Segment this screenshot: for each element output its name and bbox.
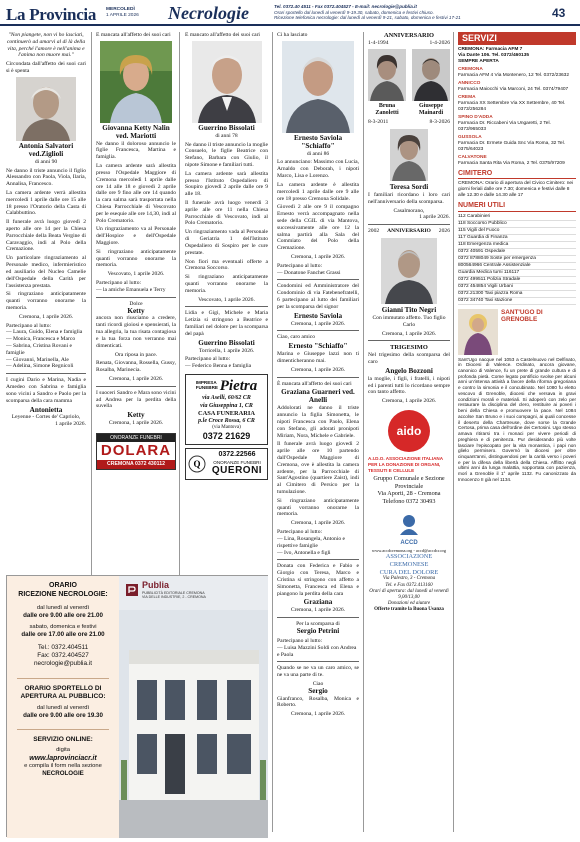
deceased-name: Sergio Petrini	[296, 626, 340, 635]
saint-of-day	[458, 309, 576, 355]
paragraph: La camera ardente sarà allestita presso l'Istituto Ospedaliero di Soupiro giovedì 2 aprile dalle ore 9 alle 18.	[185, 170, 268, 198]
section-title: Necrologie	[168, 3, 249, 23]
portrait-photo	[16, 77, 76, 141]
portrait-image	[282, 41, 354, 133]
pharmacy-item	[458, 155, 576, 167]
dolara-ad	[96, 433, 176, 470]
date: 1 aprile 2026.	[419, 214, 450, 221]
pharmacy-on-duty-name: CREMONA: Farmacia AFM 7	[458, 46, 523, 52]
queroni-ad-name: QUERONI	[211, 465, 263, 477]
publia-banner	[6, 575, 268, 837]
deceased-name: Bruna Zanoletti	[375, 102, 399, 116]
useful-number: 118 Emergenza medica	[458, 242, 576, 249]
header-info	[274, 4, 534, 21]
trigesimo-heading: TRIGESIMO	[390, 344, 428, 352]
accd-hours: Orari di apertura: dal lunedì al venerdì 9,00/13,00	[369, 588, 449, 600]
pharmacy-on-duty-address: Via Dante 106. Tel. 0372/460135	[458, 52, 530, 58]
pharmacy-details: Farmacia Santa Rita Via Roma, 2 Tel. 0375/97209	[458, 160, 565, 166]
deceased-name: Ketty	[127, 411, 145, 420]
deceased-name: Ketty	[127, 306, 145, 315]
publia-online-text: digita	[56, 747, 70, 754]
deceased-name: Antonia Salvatori ved.Ziglioli	[18, 141, 74, 158]
anniversary-dates	[368, 40, 450, 47]
paragraph: I cugini Dario e Marina, Nadia e Amedeo con Sabrina e famiglia sono vicini a Sandro e Paolo per la scomparsa della cara mamma	[6, 377, 86, 404]
divider	[185, 306, 268, 307]
paragraph: I suoceri Sandro e Mara sono vicini ad Andrea per la perdita della suvella	[96, 389, 176, 410]
accd-offer: Offerte tramite la Buona Usanza	[374, 606, 444, 612]
paragraph: Il funerale avrà luogo giovedì 2 aperto alle ore 14 per la Chiesa Parrocchiale della Beata Vergine di Caravaggio, indi al Polo della Cremazione.	[6, 219, 86, 253]
paragraph: Lidia e Gigi, Michele e Maria Letizia si stringono a Beatrice e familiari nel dolore per la scomparsa del papà	[185, 310, 268, 337]
pharmacy-town: CREMA	[458, 94, 476, 100]
anniversary-photos	[368, 49, 450, 101]
useful-numbers-heading: NUMERI UTILI	[458, 202, 576, 212]
paragraph: la moglie, i figli, i fratelli, i nipoti ed i parenti tutti lo ricordano sempre con tanto affetto.	[368, 375, 450, 396]
header-info-line1: Tel. 0372.40 4511 - Fax 0372.404527 - E-mail: necrologie@publia.it	[274, 4, 417, 9]
pharmacy-item	[458, 95, 576, 113]
column-3	[185, 32, 268, 547]
paragraph: Con immutato affetto. Tuo figlio Carlo	[372, 314, 446, 328]
saint-text: Sant'Ugo nacque nel 1053 a Castelnuovo nel Delfinato, in Diocesi di Valence. Ordinato, ancora giovane, canonico di Valence, fu un prete di grande cultura e di profonda pietà. Come legato pontificio svolse per alcuni anni un'intensa attività a favore della riforma gregoriana e contro la simonia e il concubinato. Nel 1080 fu eletto vescovo di Grenoble, diocesi che versava in gravi condizioni morali e materiali. Si adoperò con zelo per restaurare la disciplina del clero, restituire ai poveri i beni della Chiesa e promuovere la pace. Nel 1084 accolse San Bruno e i suoi compagni, ai quali concesse il deserto della Chartreuse, dove sorse la Grande Certosa, prima casa dell'ordine dei Certosini. Ugo stesso amava ritirarsi tra i monaci per vivere periodi di preghiera e di penitenza. Pur desiderando più volte lasciare l'episcopato per la vita monastica, i papi non glielo permisero. Governò la diocesi per oltre cinquant'anni, distinguendosi per la carità verso i poveri e per la difesa della libertà della Chiesa. Afflitto negli ultimi anni da lunga malattia, sopportata con pazienza, morì a Grenoble il 1° aprile 1132. Fu canonizzato da Innocenzo II già nel 1134.	[458, 356, 576, 482]
useful-number: 118 Soccorso Pubblico	[458, 221, 576, 228]
anniversary-date-left: 2002	[368, 228, 380, 235]
divider	[277, 559, 359, 560]
portrait-image	[16, 77, 76, 141]
accd-donate: Donazioni ed aiutare	[387, 600, 431, 606]
useful-number: 117 Guardia di Finanza	[458, 235, 576, 242]
header-day: MERCOLEDÌ	[106, 7, 135, 12]
signatures: Gianfranco, Rosalba, Monica e Roberto.	[277, 695, 359, 709]
paragraph: Nel trigesimo della scomparsa del caro	[368, 352, 450, 366]
deceased-name: Ernesto Saviola "Schiaffo"	[293, 133, 343, 150]
accd-ad	[368, 511, 450, 613]
publia-weekend-hours: dalle ore 17.00 alle ore 21.00	[21, 630, 105, 638]
portrait-photo	[100, 41, 172, 123]
anniversary-date-left: 1-4-1994	[368, 39, 389, 46]
anniversary-dates	[368, 119, 450, 126]
deceased-age: di anni 86	[306, 150, 330, 157]
place: Casalmorano,	[393, 207, 425, 214]
publia-online-url[interactable]: www.laprovinciacr.it	[29, 754, 97, 762]
place-date: Cremona, 1 aprile 2026.	[290, 320, 346, 327]
pharmacy-details: Farmacia AFM 4 Via Montenero, 12 Tel. 0372/23632	[458, 72, 570, 78]
pharmacy-town: GUSSOLA	[458, 134, 482, 140]
svg-text:Q: Q	[193, 459, 201, 470]
participants-list: Partecipano al lutto: — la amiche Emanuela e Terry	[96, 280, 166, 293]
portrait-photo	[192, 41, 262, 123]
paragraph: Marina e Giuseppe lazzi non ti dimenticheranno mai.	[277, 351, 359, 364]
poem-word: Dolce	[129, 300, 143, 307]
useful-number: 0372.21300 Taxi piazza Roma	[458, 291, 576, 298]
useful-number: 0372 499511 Polizia Stradale	[458, 277, 576, 284]
portrait-photo	[412, 49, 450, 101]
participants-list: Partecipano al lutto: — Lina, Rosangela, Antonio e rispettive famiglie — Ivo, Antonella e figli	[277, 529, 346, 556]
portrait-photo	[368, 49, 406, 101]
saint-image	[458, 309, 498, 355]
paragraph: Il funerale avrà luogo giovedì 2 aprile alle ore 10 partendo dall'Ospedale Maggiore di Cremona, ove è allestita la camera ardente, per la Parrocchiale di Sant'Agostino (quartiere Zaist), indi al Cimitero di Persico per la tumulazione.	[277, 441, 359, 496]
deceased-name: Giovanna Ketty Nalin ved. Mariotti	[102, 123, 170, 140]
place-date: Cremona, 1 aprile 2026.	[290, 711, 346, 718]
place-date: Cremona, 1 aprile 2026.	[290, 520, 346, 527]
column-6-services	[458, 32, 576, 837]
place-date: Cremona, 1 aprile 2026.	[108, 420, 164, 427]
header-info-line2: Orari sportello dal lunedì al venerdì 9-19.30, sabato, domenica e festivi chiuso.	[274, 9, 434, 15]
publia-online-form: e compila il form nella sezione	[24, 763, 102, 770]
paragraph: Un particolare ringraziamento al Personale medico, infermieristico ed ausiliario del Nucleo Camelie dell'Ospedale della Carità per l'assistenza prestata.	[6, 255, 86, 289]
page-number: 43	[552, 6, 566, 20]
useful-number: 0372 8788049 Soste per emergenza	[458, 256, 576, 263]
queroni-ad	[185, 448, 268, 480]
paragraph: Ora riposa in pace.	[114, 351, 158, 358]
paragraph: Un ringraziamento va al Personale dell'Hospice e dell'Ospedale Maggiore.	[96, 226, 176, 247]
place: Leyenne - Cortes de' Capriolo,	[11, 414, 81, 421]
publia-email[interactable]: necrologie@publia.it	[33, 659, 92, 667]
paragraph: Ciao	[312, 680, 324, 687]
portrait-image	[368, 49, 406, 101]
column-5	[368, 32, 450, 837]
publia-fax: Fax: 0372.404527	[37, 652, 89, 660]
anniversary-dates	[368, 228, 450, 235]
paragraph: Ne danno il triste annuncio la moglie Consuelo, le figlie Beatrice con Stefano, Barbara con Giulio, il nipote Simone e familiari tutti.	[185, 141, 268, 168]
portrait-image	[412, 49, 450, 101]
pharmacy-details: Farmacia Dr. Ermete Guida Snc Via Roma, 32 Tel. 0375/64023	[458, 140, 565, 152]
paragraph: Ciao, caro amico	[277, 334, 316, 341]
portrait-image	[100, 41, 172, 123]
obituary-poem: "Non piangete, non vi ho lasciati, continuerò ad amarvi al di là della vita, perché l'amore è nell'anima e l'anima non muore mai."	[6, 32, 86, 59]
useful-number: 0372 454854 Vigili Urbani	[458, 284, 576, 291]
portrait-photo	[390, 129, 428, 181]
participants-list: — Laura, Guido, Elena e famiglia — Monica, Francesca e Marco — Sabrina, Cristina Rovani e famiglie — Giovanni, Marinella, Ale — Adelina, Simone Regnicoli	[6, 329, 83, 370]
publia-online-heading: SERVIZIO ONLINE:	[33, 736, 93, 744]
place-date: Cremona, 1 aprile 2026.	[108, 375, 164, 382]
pharmacy-town: SPINO D'ADDA	[458, 114, 493, 120]
divider	[277, 661, 359, 662]
newspaper-logo: La Provincia	[6, 5, 97, 24]
accd-url[interactable]: www.accdcremona.org - accd@accdcr.org	[371, 547, 447, 553]
publia-weekend: sabato, domenica e festivi	[29, 623, 97, 630]
accd-phone: Tel. e Fax 0372.413160	[385, 582, 433, 588]
deceased-name: Guerrino Bissolati	[198, 338, 255, 347]
anniversary-date-right: 1-4-2026	[429, 39, 450, 46]
paragraph: I familiari ricordano i loro cari nell'anniversario della scomparsa.	[368, 191, 450, 205]
portrait-image	[192, 41, 262, 123]
publia-heading: ORARIO	[49, 582, 77, 589]
anniversary-names	[368, 103, 450, 118]
useful-number: 112 Carabinieri	[458, 214, 576, 221]
deceased-name: Antonietta	[29, 405, 63, 414]
anniversary-date-left: 8-3-2011	[368, 119, 389, 126]
place-date: Cremona, 1 aprile 2026.	[381, 330, 437, 337]
useful-numbers-list	[458, 214, 576, 305]
useful-number: 0372 40591 Ospedale	[458, 249, 576, 256]
useful-number: 800564966 Centrale Assistenziale	[458, 263, 576, 270]
obituary-intro: È mancato all'affetto dei suoi cari	[185, 32, 260, 38]
paragraph: Giovedì 2 alle ore 9 il compagno Ernesto verrà accompagnato nella sede della CGIL di via Mantova, successivamente alle ore 12 la salma partirà alla Sala del Commiato del Polo della Cremazione.	[277, 204, 359, 252]
pharmacy-item	[458, 115, 576, 133]
divider	[368, 224, 450, 225]
aido-ad	[368, 409, 450, 505]
anniversary-heading: ANNIVERSARIO	[383, 32, 435, 39]
pharmacy-town: ANNICCO	[458, 80, 481, 86]
deceased-name: Giuseppe Mainardi	[418, 102, 444, 116]
paragraph: Si ringraziano anticipatamente quanti vorranno onorarne la memoria.	[96, 248, 176, 269]
deceased-name: Graziana Guarneri ved. Anelli	[281, 388, 355, 405]
dolara-ad-name: DOLARA	[100, 442, 172, 460]
pharmacy-item	[458, 81, 576, 93]
publia-weekday-hours: dalle ore 9.00 alle ore 21.00	[23, 612, 103, 620]
divider	[277, 377, 359, 378]
portrait-image	[390, 129, 428, 181]
column-divider	[363, 32, 364, 832]
accd-title2: CURA DEL DOLORE	[379, 568, 439, 576]
divider	[17, 729, 109, 730]
publia-brand-sub: PUBBLICITÀ EDITORIALE CREMONA	[142, 590, 205, 595]
paragraph: La camera ardente verrà allestita mercoledì 1 aprile dalle ore 15 alle 18 presso l'Oratorio della Casta di Calabbuttino.	[6, 189, 86, 217]
pietra-ad-label: IMPRESA FUNEBRE	[195, 380, 218, 391]
deceased-name: Sergio	[308, 686, 328, 695]
dolara-ad-title: ONORANZE FUNEBRI	[97, 434, 175, 442]
divider	[277, 617, 359, 618]
divider	[277, 279, 359, 280]
paragraph: Quando se ne va un caro amico, se ne va una parte di te.	[277, 665, 359, 679]
pharmacy-details: Farmacia XX Settembre Via XX Settembre, 40 Tel. 0373/256284	[458, 100, 566, 112]
deceased-name: Guerrino Bissolati	[198, 123, 255, 132]
column-4	[277, 32, 359, 837]
publia-building-photo	[119, 576, 268, 838]
deceased-name: Ernesto "Schiaffo"	[288, 342, 348, 351]
divider	[96, 297, 176, 298]
divider	[6, 373, 86, 374]
useful-number: Guardia Medica turni 116117	[458, 270, 576, 277]
publia-brand-addr: VIA DELLE INDUSTRIE, 2 - CREMONA	[142, 595, 206, 600]
publia-heading2: RICEZIONE NECROLOGIE:	[18, 590, 108, 598]
publia-brand-name: Publia	[142, 580, 170, 590]
anniversary-heading: ANNIVERSARIO	[387, 228, 431, 235]
paragraph: La camera ardente sarà allestita presso l'Ospedale Maggiore di Cremona mercoledì 1 aprile dalle ore 14 alle 18 e giovedì 2 aprile dalle ore 9 fino alle ore 14 quando la cara salma sarà trasportata nella Chiesa Parrocchiale di Vescovato per le esequie alle ore 14,30, indi al Polo Crematorio.	[96, 163, 176, 224]
divider	[277, 330, 359, 331]
place-date: Vescovato, 1 aprile 2026.	[107, 271, 165, 278]
paragraph: Ne danno il triste annuncio il figlio Alessandro con Paola, Viola, Ilaria, Annalisa, Francesco.	[6, 167, 86, 188]
portrait-photo	[282, 41, 354, 133]
pharmacy-details: Farmacia Dr. Riccabeni Via Ungaretti, 2 Tel. 0373/965033	[458, 120, 551, 132]
pharmacy-on-duty-status: SEMPRE APERTA	[458, 58, 499, 64]
header-date	[106, 7, 139, 18]
paragraph: ancora non riusciamo a credere, tanti ricordi gioiosi e spensierati, la tua allegria, la tua risata contagiosa e la tua forza non verranno mai dimenticati.	[96, 315, 176, 349]
column-divider	[453, 32, 454, 832]
paragraph: Lo annunciano: Massimo con Lucia, Arnaldo con Deborah, i nipoti Marco, Lisa e Lorenzo.	[277, 159, 359, 180]
dolara-ad-phone: CREMONA 0372 430112	[97, 460, 175, 468]
place-date: Cremona, 1 aprile 2026.	[290, 366, 346, 373]
anniversary-date-right: 2026	[438, 228, 450, 235]
queroni-logo-icon	[188, 455, 206, 473]
paragraph: Donata con Federica e Fabio e Giorgio con Teresa, Marco e Cristina si stringono con affetto a Simonetta, Francesca ed Elena e piangono la perdita della cara	[277, 563, 359, 597]
divider	[17, 678, 109, 679]
publia-desk-heading: ORARIO SPORTELLO DI APERTURA AL PUBBLICO:	[20, 684, 106, 700]
pietra-ad-address2: via Giuseppina 1, CR	[200, 402, 253, 409]
place-date: Torricella, 1 aprile 2026.	[198, 347, 255, 354]
participants-list: Partecipano al lutto: — Donatone Fanchet Grassi	[277, 262, 341, 276]
accd-logo-text: ACCD	[400, 540, 418, 547]
pietra-ad-house: CASA FUNERARIA	[198, 409, 255, 417]
date: 1 aprile 2026.	[55, 421, 86, 428]
useful-number: 0372 34740 Taxi stazione	[458, 298, 576, 305]
aido-phone: Telefono 0372 30493	[382, 497, 436, 505]
publia-logo-icon	[125, 583, 139, 597]
aido-logo-text: aido	[396, 423, 422, 438]
signatures: Renata, Giovanna, Rossella, Gussy, Rosalba, Marinecia.	[96, 360, 176, 374]
paragraph: Addolorati ne danno il triste annuncio la figlia Simonetta, le nipoti Francesca con Paolo, Elena con Stefano, gli adorati pronipoti Miriam, Nora, Michele e Gabriele.	[277, 405, 359, 439]
place-date: Vescovato, 1 aprile 2026.	[198, 296, 255, 303]
paragraph: Non fiori ma eventuali offerte a Cremona Soccorso.	[185, 258, 268, 272]
publia-info-panel	[7, 576, 119, 838]
place-date: Cremona, 1 aprile 2026.	[290, 254, 346, 261]
deceased-age: di anni 78	[215, 132, 238, 139]
deceased-name: Angelo Bozzoni	[385, 366, 433, 375]
accd-title1: ASSOCIAZIONE CREMONESE	[385, 552, 433, 568]
useful-number: 115 Vigili del Fuoco	[458, 228, 576, 235]
column-1	[6, 32, 86, 540]
pharmacy-on-duty	[458, 47, 576, 65]
place-date: Cremona, 1 aprile 2026.	[381, 398, 437, 405]
portrait-photo	[381, 238, 437, 304]
pietra-ad-house-address: p.le Croce Rossa, 6 CR	[198, 417, 255, 424]
portrait-image	[381, 238, 437, 304]
pietra-ad-phone: 0372 21629	[202, 431, 251, 442]
divider	[96, 386, 176, 387]
obituary-intro: Ci ha lasciato	[277, 32, 308, 38]
deceased-name: Graziana	[303, 598, 333, 607]
divider	[368, 340, 450, 341]
participants-list: Partecipano al lutto: — Luisa Mazzini Soldi con Andrea e Paola	[277, 637, 357, 658]
paragraph: Si ringraziano anticipatamente quanti vorranno onorarne la memoria.	[6, 291, 86, 311]
publia-weekday: dal lunedì al venerdì	[36, 605, 90, 612]
pharmacy-item	[458, 135, 576, 153]
queroni-ad-label: ONORANZE FUNEBRI	[213, 459, 261, 465]
building-illustration	[119, 610, 268, 838]
column-2	[96, 32, 176, 570]
obituary-intro: È mancata all'affetto dei suoi cari	[277, 380, 352, 387]
paragraph: Si ringraziano anticipatamente quanti vorranno onorarne la memoria.	[277, 497, 359, 518]
deceased-name: Gianni Tito Negri	[381, 306, 437, 315]
pietra-ad-address: via Aselli, 60/62 CR	[202, 395, 251, 402]
pharmacy-details: Farmacia Maiocchi Via Marconi, 24 Tel. 0374/79407	[458, 86, 569, 92]
paragraph: La camera ardente è allestita mercoledì 1 aprile dalle ore 9 alle ore 18 presso Cremona Solidale.	[277, 181, 359, 202]
saint-title: SANT'UGO DI GRENOBLE	[501, 308, 543, 324]
saint-illustration	[458, 309, 498, 355]
aido-group: Gruppo Comunale e Sezione Provinciale	[373, 475, 445, 490]
pharmacy-list	[458, 67, 576, 167]
pharmacy-town: CALVATONE	[458, 154, 487, 160]
header-date-text: 1 APRILE 2026	[106, 12, 139, 18]
publia-desk-days: dal lunedì al venerdì	[36, 704, 90, 711]
anniversary-date-right: 8-3-2026	[429, 119, 450, 126]
paragraph: Si ringraziano anticipatamente quanti vorranno onorarne la memoria.	[185, 274, 268, 294]
accd-logo-icon	[396, 511, 422, 537]
services-title: SERVIZI	[458, 32, 576, 45]
pharmacy-town: CREMONA	[458, 66, 483, 72]
publia-desk-hours: dalle ore 9.00 alle ore 19.30	[23, 711, 103, 719]
deceased-name: Ernesto Saviola	[293, 311, 343, 320]
pietra-ad-name: Pietra	[219, 378, 258, 395]
paragraph: Condomini ed Amministratore del Condominio di via Fatebenefratelli, 6 partecipano al lutto dei familiari per la scomparsa del signor	[277, 283, 359, 310]
deceased-name: Teresa Sordi	[389, 183, 429, 192]
pharmacy-item	[458, 67, 576, 79]
publia-tel: Tel.: 0372.404511	[37, 644, 89, 652]
pietra-ad-house-note: (via Mantova)	[212, 425, 241, 431]
pietra-ad	[185, 374, 268, 445]
paragraph: Per la scomparsa di	[296, 621, 340, 628]
publia-online-section: NECROLOGIE	[42, 770, 84, 778]
accd-address: Via Palestro, 3 - Cremona	[382, 576, 436, 582]
obituary-intro: Circondata dall'affetto dei suoi cari si è spenta	[6, 61, 86, 75]
column-divider	[272, 32, 273, 832]
aido-title: A.I.D.O. ASSOCIAZIONE ITALIANA PER LA DONAZIONE DI ORGANI, TESSUTI E CELLULE	[368, 456, 443, 473]
place-date: Cremona, 1 aprile 2026.	[290, 607, 346, 614]
paragraph: Ne danno il doloroso annuncio le figlie Francesca, Martina e famiglia.	[96, 140, 176, 161]
cemetery-heading: CIMITERO	[458, 170, 576, 180]
participants-heading: Partecipano al lutto:	[6, 322, 52, 329]
header-info-line3: Ricezione telefonica necrologie: dal lunedì al venerdì 9-21, sabato, domenica e festivi 17-21	[274, 15, 461, 20]
publia-brand	[125, 580, 206, 600]
aido-address: Via Aporti, 28 - Cremona	[377, 490, 441, 498]
queroni-ad-phone: 0372.22566	[218, 451, 256, 459]
deceased-age: di anni 90	[34, 158, 58, 165]
paragraph: Il funerale avrà luogo venerdì 3 aprile alle ore 11 nella Chiesa Parrocchiale di Vescovato, indi al Polo Crematorio.	[185, 200, 268, 227]
obituary-intro: È mancata all'affetto dei suoi cari	[96, 32, 171, 38]
paragraph: Un ringraziamento vada al Personale di Geriatria 1 dell'Istituto Ospedaliero di Sospiro per le cure prestate.	[185, 229, 268, 256]
participants-list: Partecipano al lutto: — Federico Benna e famiglia	[185, 356, 252, 370]
cemetery-hours: CREMONA: Orario di apertura del Civico Cimitero: nei giorni feriali dalle ore 7.30; domenica e festivi dalle 8 alle 12.30 e dalle 14.30 alle 17	[458, 181, 574, 199]
place-date: Cremona, 1 aprile 2026.	[18, 313, 74, 320]
